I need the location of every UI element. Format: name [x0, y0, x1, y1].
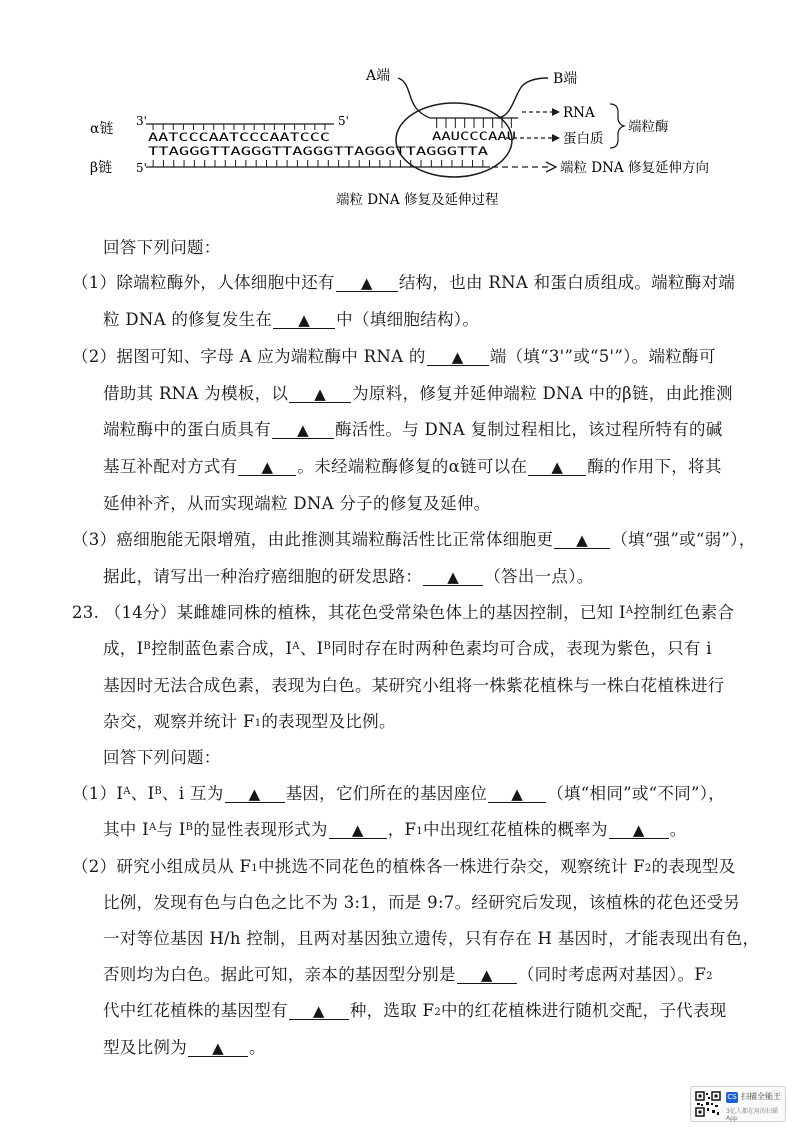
answer-blank-22-1a[interactable]: ▲	[336, 271, 398, 292]
rna-strand-left	[398, 78, 430, 118]
answer-blank-23-1c[interactable]: ▲	[329, 818, 387, 839]
q23-part2-line2: 比例，发现有色与白色之比不为 3:1，而是 9:7。经研究后发现，该植株的花色还受另	[103, 893, 741, 912]
q23-part2-line3: 一对等位基因 H/h 控制，且两对基因独立遗传，只有存在 H 基因时，才能表现出有色，	[103, 929, 760, 948]
q22-part2-line4: 基互补配对方式有 ▲ 。未经端粒酶修复的α链可以在 ▲ 酶的作用下，将其	[103, 457, 722, 476]
q23-line1: 23. （14分）某雌雄同株的植株，其花色受常染色体上的基因控制，已知 $I^A$控制红色素合	[72, 603, 735, 622]
scanner-watermark	[690, 1086, 786, 1122]
q22-part2-line3: 端粒酶中的蛋白质具有 ▲ 酶活性。与 DNA 复制过程相比，该过程所特有的碱	[103, 420, 723, 439]
q22-part3-line2: 据此，请写出一种治疗癌细胞的研发思路： ▲ （答出一点）。	[103, 567, 594, 586]
alpha-chain-label: α链	[90, 121, 114, 137]
answer-blank-23-1b[interactable]: ▲	[488, 782, 546, 803]
alpha-3prime: 3'	[136, 114, 147, 128]
q23-intro: 回答下列问题：	[103, 748, 221, 767]
b-end-label: B端	[553, 71, 578, 87]
answer-blank-22-2b[interactable]: ▲	[289, 382, 351, 403]
q23-line2: 成，$I^B$控制蓝色素合成，$I^A$、$I^B$同时存在时两种色素均可合成，表现为紫色，只有 i	[103, 639, 712, 658]
extension-direction-label: 端粒 DNA 修复延伸方向	[560, 160, 709, 176]
telomerase-label: 端粒酶	[628, 119, 669, 135]
beta-sequence: TTAGGGTTAGGGTTAGGGTTAGGGTTAGGGTTA	[148, 144, 489, 158]
q22-part2-line1: （2）据图可知、字母 A 应为端粒酶中 RNA 的 ▲ 端（填“3'”或“5'”）。端粒酶可	[72, 347, 716, 366]
protein-label: 蛋白质	[563, 131, 604, 147]
q22-part3-line1: （3）癌细胞能无限增殖，由此推测其端粒酶活性比正常体细胞更 ▲ （填“强”或“弱”），	[72, 530, 756, 549]
q23-part2-line5: 代中红花植株的基因型有 ▲ 种，选取 $F_2$中的红花植株进行随机交配，子代表现	[103, 1001, 727, 1020]
q22-part1-line2: 粒 DNA 的修复发生在 ▲ 中（填细胞结构）。	[103, 310, 480, 329]
a-end-label: A端	[366, 68, 391, 84]
q23-part2-line4: 否则均为白色。据此可知，亲本的基因型分别是 ▲ （同时考虑两对基因）。$F_2$	[103, 965, 713, 984]
rna-arrowhead	[552, 108, 560, 116]
alpha-sequence: AATCCCAATCCCAATCCC	[148, 130, 331, 144]
q23-line4: 杂交，观察并统计 $F_1$的表现型及比例。	[103, 712, 396, 731]
q23-part1-line2: 其中 $I^A$与 $I^B$的显性表现形式为 ▲ ，$F_1$中出现红花植株的概率为 ▲ 。	[103, 820, 687, 839]
answer-blank-22-3b[interactable]: ▲	[423, 565, 483, 586]
beta-chain-label: β链	[90, 160, 113, 176]
answer-blank-23-1d[interactable]: ▲	[609, 818, 669, 839]
rna-label: RNA	[563, 105, 595, 121]
answer-blank-22-3a[interactable]: ▲	[554, 528, 610, 549]
q23-line3: 基因时无法合成色素，表现为白色。某研究小组将一株紫花植株与一株白花植株进行	[103, 676, 725, 695]
answer-blank-22-2a[interactable]: ▲	[427, 345, 489, 366]
q23-part1-line1: $(1)I^A$、$I^B$、i 互为 ▲ 基因，它们所在的基因座位 ▲ （填“相同”或“不同”），	[72, 784, 726, 803]
answer-blank-23-2b[interactable]: ▲	[289, 999, 349, 1020]
q22-part2-line5: 延伸补齐，从而实现端粒 DNA 分子的修复及延伸。	[103, 494, 491, 513]
q22-intro: 回答下列问题：	[103, 238, 221, 257]
scanner-badge: CS	[727, 1093, 737, 1101]
beta-ticks	[153, 160, 483, 167]
q22-part2-line2: 借助其 RNA 为模板，以 ▲ 为原料，修复并延伸端粒 DNA 中的β链，由此推测	[103, 384, 733, 403]
answer-blank-22-2d[interactable]: ▲	[238, 455, 296, 476]
answer-blank-23-1a[interactable]: ▲	[225, 782, 285, 803]
enzyme-brace	[610, 104, 624, 148]
scanner-title: 扫描全能王	[741, 1092, 781, 1101]
q23-part2-line1: （2）研究小组成员从 $F_1$中挑选不同花色的植株各一株进行杂交，观察统计 $F_2$的表现型及	[72, 857, 736, 876]
scanner-subtitle: 3亿人都在用的扫描App	[726, 1108, 778, 1122]
answer-blank-22-2e[interactable]: ▲	[528, 455, 586, 476]
diagram-caption: 端粒 DNA 修复及延伸过程	[336, 192, 499, 208]
rna-template-ticks	[437, 118, 512, 128]
answer-blank-23-2a[interactable]: ▲	[457, 963, 517, 984]
q22-part1-line1: （1）除端粒酶外，人体细胞中还有 ▲ 结构，也由 RNA 和蛋白质组成。端粒酶对端	[72, 273, 736, 292]
alpha-5prime: 5'	[338, 114, 349, 128]
rna-template-seq: AAUCCCAAU	[432, 129, 517, 143]
answer-blank-22-2c[interactable]: ▲	[272, 418, 334, 439]
answer-blank-23-2c[interactable]: ▲	[188, 1036, 248, 1057]
qr-code-icon	[695, 1091, 721, 1117]
q23-part2-line6: 型及比例为 ▲ 。	[103, 1038, 266, 1057]
beta-5prime: 5'	[136, 161, 147, 175]
answer-blank-22-1b[interactable]: ▲	[273, 308, 335, 329]
telomerase-diagram	[0, 0, 800, 215]
protein-arrowhead	[552, 134, 560, 142]
